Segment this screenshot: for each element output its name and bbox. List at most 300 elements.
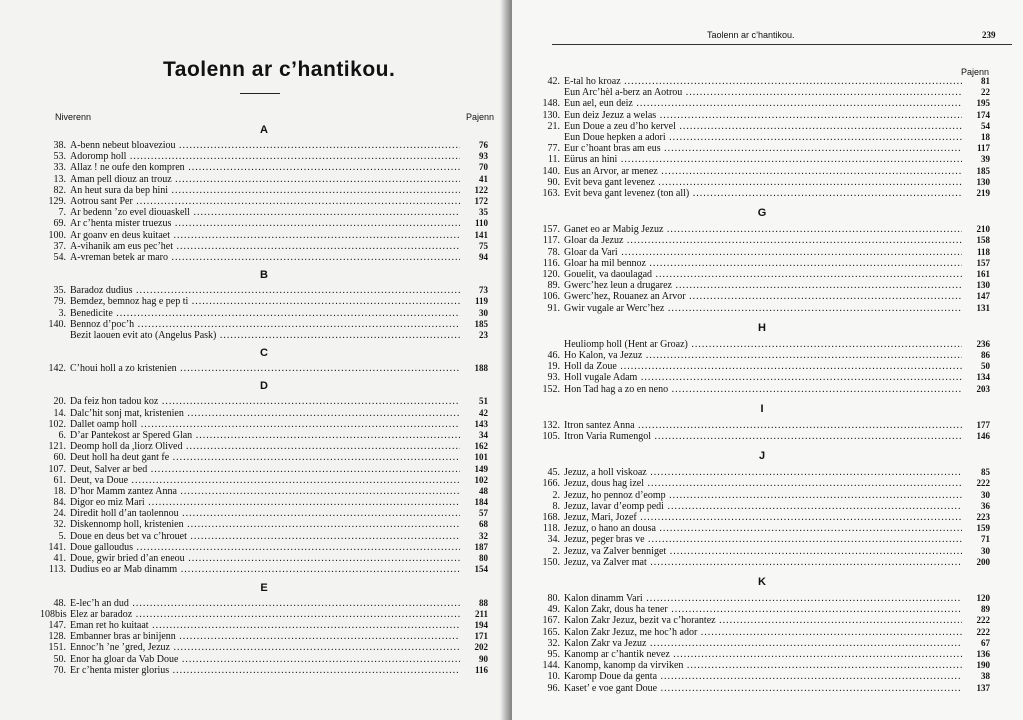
entry-number: 37. — [53, 240, 66, 252]
entry-title: Jezuz, Mari, Jozef ..... — [564, 512, 962, 523]
entry-number: 142. — [48, 363, 66, 375]
index-entry — [534, 339, 990, 350]
entry-page: 57 — [479, 508, 488, 519]
entry-number: 100. — [48, 229, 66, 241]
entry-title: Baradoz dudius ..... — [70, 285, 460, 296]
entry-page: 76 — [479, 140, 488, 150]
entry-list — [40, 363, 488, 374]
index-entry — [534, 121, 990, 132]
entry-number: 77. — [547, 143, 560, 155]
entry-title: Hon Tad hag a zo en neno ..... — [564, 384, 962, 395]
entry-title: Ar goanv en deus kuitaet ..... — [70, 230, 460, 241]
entry-title: Jezuz, ho pennoz d’eomp ..... — [564, 490, 962, 501]
index-entry — [534, 269, 990, 280]
entry-list — [534, 76, 990, 199]
entry-title: D’hor Mamm zantez Anna ..... — [70, 486, 460, 497]
entry-number: 10. — [547, 671, 560, 683]
entry-page: 162 — [474, 441, 488, 452]
index-entry — [534, 166, 990, 177]
index-entry — [534, 291, 990, 302]
entry-title: Adoromp holl ..... — [70, 151, 460, 162]
entry-title: Kalon Zakr Jezuz, me hoc’h ador ..... — [564, 627, 962, 638]
page-number: 239 — [982, 30, 996, 40]
entry-number: 45. — [547, 467, 560, 479]
entry-page: 200 — [976, 556, 990, 567]
entry-page: 42 — [479, 407, 488, 418]
entry-number: 106. — [542, 291, 560, 303]
entry-number: 151. — [48, 642, 66, 654]
entry-page: 203 — [976, 383, 990, 394]
entry-page: 51 — [479, 396, 488, 407]
entry-page: 141 — [474, 229, 488, 240]
entry-number: 82. — [53, 184, 66, 196]
index-entry — [40, 598, 488, 609]
entry-page: 188 — [474, 363, 488, 374]
entry-number: 11. — [547, 154, 560, 166]
index-entry — [534, 683, 990, 694]
entry-number: 19. — [547, 361, 560, 373]
index-entry — [40, 620, 488, 631]
entry-title: Evit beva gant levenez (ton all) ..... — [564, 188, 962, 199]
entry-page: 23 — [479, 329, 488, 340]
entry-title: Deut holl ha deut gant fe ..... — [70, 452, 460, 463]
index-entry — [40, 252, 488, 263]
section-letter: B — [260, 269, 268, 282]
entry-title: Jezuz, va Zalver mat ..... — [564, 557, 962, 568]
entry-page: 94 — [479, 251, 488, 262]
entry-page: 32 — [479, 530, 488, 541]
entry-page: 236 — [976, 338, 990, 349]
index-entry — [534, 660, 990, 671]
entry-page: 75 — [479, 240, 488, 251]
entry-page: 195 — [976, 98, 990, 109]
index-entry — [534, 247, 990, 258]
section-letter: H — [758, 321, 766, 334]
page-title: Taolenn ar c’hantikou. — [163, 58, 396, 81]
entry-number: 168. — [542, 511, 560, 523]
entry-title: Jezuz, o hano an dousa ..... — [564, 523, 962, 534]
index-entry — [534, 557, 990, 568]
entry-title: Doue galloudus ..... — [70, 542, 460, 553]
index-entry — [534, 467, 990, 478]
entry-title: Eus an Arvor, ar menez ..... — [564, 166, 962, 177]
entry-page: 34 — [479, 429, 488, 440]
entry-number: 8. — [552, 500, 560, 512]
index-entry — [40, 308, 488, 319]
entry-page: 118 — [976, 246, 990, 257]
column-head-page: Pajenn — [961, 67, 990, 77]
entry-number: 157. — [542, 224, 560, 236]
entry-number: 6. — [58, 429, 66, 441]
section-letter: K — [758, 576, 766, 588]
entry-title: Kanomp ar c’hantik nevez ..... — [564, 649, 962, 660]
entry-number: 49. — [547, 604, 560, 616]
entry-page: 211 — [474, 608, 488, 619]
entry-page: 30 — [479, 307, 488, 318]
entry-page: 222 — [976, 615, 990, 626]
index-entry — [40, 207, 488, 218]
entry-number: 152. — [542, 383, 560, 395]
entry-title: C’houi holl a zo kristenien ..... — [70, 363, 460, 374]
entry-number: 84. — [53, 497, 66, 509]
entry-number: 35. — [53, 285, 66, 297]
entry-page: 136 — [976, 648, 990, 659]
entry-list — [40, 285, 488, 341]
entry-title: Itron santez Anna ..... — [564, 420, 962, 431]
entry-page: 119 — [474, 296, 488, 307]
entry-number: 3. — [58, 307, 66, 319]
entry-number: 130. — [542, 109, 560, 121]
entry-page: 38 — [981, 671, 990, 682]
entry-page: 18 — [981, 131, 990, 142]
entry-title: Aotrou sant Per ..... — [70, 196, 460, 207]
entry-title: Kaset’ e voe gant Doue ..... — [564, 683, 962, 694]
entry-number: 140. — [48, 318, 66, 330]
entry-page: 70 — [479, 162, 488, 173]
index-entry — [40, 553, 488, 564]
entry-number: 60. — [53, 452, 66, 464]
index-entry — [534, 501, 990, 512]
entry-page: 30 — [981, 489, 990, 500]
entry-title: Ho Kalon, va Jezuz ..... — [564, 350, 962, 361]
entry-page: 68 — [479, 519, 488, 530]
entry-title: Jezuz, lavar d’eomp pedi ..... — [564, 501, 962, 512]
entry-page: 149 — [474, 463, 488, 474]
entry-page: 130 — [976, 280, 990, 291]
index-entry — [40, 363, 488, 374]
entry-title: Digor eo miz Mari ..... — [70, 497, 460, 508]
entry-number: 120. — [542, 268, 560, 280]
index-entry — [40, 508, 488, 519]
entry-page: 81 — [981, 76, 990, 86]
title-rule — [240, 93, 280, 94]
index-entry — [40, 452, 488, 463]
entry-page: 190 — [976, 660, 990, 671]
index-entry — [534, 87, 990, 98]
index-entry — [40, 631, 488, 642]
section-letter: G — [757, 207, 767, 220]
entry-title: Eürus an hini ..... — [564, 154, 962, 165]
entry-page: 222 — [976, 626, 990, 637]
entry-page: 187 — [474, 541, 488, 552]
entry-list — [40, 140, 488, 263]
entry-number: 41. — [53, 553, 66, 565]
entry-page: 210 — [976, 224, 990, 235]
entry-page: 222 — [976, 478, 990, 489]
index-entry — [534, 224, 990, 235]
entry-title: Bemdez, bemnoz hag e pep ti ..... — [70, 296, 460, 307]
entry-page: 147 — [976, 291, 990, 302]
entry-title: Gwerc’hez leun a drugarez ..... — [564, 280, 962, 291]
entry-page: 219 — [976, 187, 990, 198]
index-entry — [40, 296, 488, 307]
entry-number: 140. — [542, 165, 560, 177]
index-entry — [534, 546, 990, 557]
index-entry — [534, 132, 990, 143]
entry-page: 172 — [474, 195, 488, 206]
entry-number: 166. — [542, 478, 560, 490]
entry-number: 141. — [48, 541, 66, 553]
entry-title: Deut, va Doue ..... — [70, 475, 460, 486]
index-entry — [40, 665, 488, 676]
entry-page: 30 — [981, 545, 990, 556]
index-entry — [40, 185, 488, 196]
index-entry — [40, 285, 488, 296]
entry-page: 146 — [976, 430, 990, 441]
entry-number: 50. — [53, 653, 66, 665]
index-entry — [40, 319, 488, 330]
entry-list — [534, 224, 990, 314]
entry-title: Eun Doue hepken a adori ..... — [564, 132, 962, 143]
index-entry — [534, 593, 990, 604]
entry-page: 117 — [976, 143, 990, 154]
index-entry — [534, 361, 990, 372]
entry-title: Gwir vugale ar Werc’hez ..... — [564, 303, 962, 314]
entry-title: Embanner bras ar binijenn ..... — [70, 631, 460, 642]
entry-list — [534, 467, 990, 568]
entry-title: Kanomp, kanomp da virviken ..... — [564, 660, 962, 671]
entry-page: 90 — [479, 653, 488, 664]
entry-number: 121. — [48, 441, 66, 453]
entry-number: 93. — [547, 372, 560, 384]
entry-title: Jezuz, va Zalver benniget ..... — [564, 546, 962, 557]
section-letter: I — [760, 402, 764, 415]
index-entry — [534, 534, 990, 545]
entry-list — [534, 593, 990, 694]
entry-page: 71 — [981, 534, 990, 545]
entry-title: A-vihanik am eus pec’het ..... — [70, 241, 460, 252]
entry-number: 80. — [547, 593, 560, 604]
entry-page: 137 — [976, 682, 990, 693]
entry-number: 89. — [547, 280, 560, 292]
entry-page: 130 — [976, 176, 990, 187]
index-entry — [40, 162, 488, 173]
column-head-page: Pajenn — [466, 112, 495, 122]
left-page — [0, 0, 511, 720]
entry-number: 20. — [53, 396, 66, 408]
entry-title: Aman pell diouz an trouz ..... — [70, 174, 460, 185]
index-entry — [534, 638, 990, 649]
index-entry — [534, 188, 990, 199]
entry-title: Doue, gwir bried d’an eneou ..... — [70, 553, 460, 564]
index-entry — [40, 475, 488, 486]
entry-title: Gouelit, va daoulagad ..... — [564, 269, 962, 280]
running-head: Taolenn ar c’hantikou. — [707, 30, 795, 40]
entry-number: 163. — [542, 187, 560, 199]
entry-number: 78. — [547, 246, 560, 258]
index-entry — [40, 140, 488, 151]
entry-title: D’ar Pantekost ar Spered Glan ..... — [70, 430, 460, 441]
entry-number: 2. — [552, 545, 560, 557]
index-entry — [534, 280, 990, 291]
entry-page: 101 — [474, 452, 488, 463]
entry-page: 88 — [479, 597, 488, 608]
entry-page: 93 — [479, 151, 488, 162]
entry-title: Bennoz d’poc’h ..... — [70, 319, 460, 330]
entry-number: 95. — [547, 648, 560, 660]
entry-number: 54. — [53, 251, 66, 263]
entry-title: Jezuz, dous hag izel ..... — [564, 478, 962, 489]
entry-number: 147. — [48, 619, 66, 631]
entry-title: A-benn nebeut bloaveziou ..... — [70, 140, 460, 151]
index-entry — [534, 303, 990, 314]
entry-page: 116 — [474, 664, 488, 675]
entry-page: 36 — [981, 500, 990, 511]
index-entry — [40, 441, 488, 452]
entry-title: Jezuz, peger bras ve ..... — [564, 534, 962, 545]
index-entry — [534, 258, 990, 269]
entry-title: Eur c’hoant bras am eus ..... — [564, 143, 962, 154]
entry-page: 177 — [976, 419, 990, 430]
entry-number: 69. — [53, 218, 66, 230]
entry-title: Doue en deus bet va c’hrouet ..... — [70, 531, 460, 542]
entry-title: Gwerc’hez, Rouanez an Arvor ..... — [564, 291, 962, 302]
entry-list — [534, 420, 990, 442]
entry-number: 38. — [53, 140, 66, 151]
entry-title: Dalc’hit sonj mat, kristenien ..... — [70, 408, 460, 419]
entry-title: Gloar ha mil bennoz ..... — [564, 258, 962, 269]
index-entry — [40, 486, 488, 497]
entry-list — [40, 598, 488, 676]
index-entry — [40, 151, 488, 162]
section-letter: D — [260, 380, 268, 393]
entry-title: Bezit laouen evit ato (Angelus Pask) ..... — [70, 330, 460, 341]
entry-page: 35 — [479, 207, 488, 218]
index-entry — [40, 642, 488, 653]
index-entry — [40, 564, 488, 575]
index-entry — [40, 430, 488, 441]
entry-title: Evit beva gant levenez ..... — [564, 177, 962, 188]
entry-page: 185 — [976, 165, 990, 176]
index-entry — [40, 408, 488, 419]
index-entry — [534, 420, 990, 431]
entry-number: 167. — [542, 615, 560, 627]
index-entry — [40, 218, 488, 229]
entry-number: 96. — [547, 682, 560, 694]
entry-number: 102. — [48, 418, 66, 430]
index-entry — [40, 519, 488, 530]
entry-title: Deut, Salver ar bed ..... — [70, 464, 460, 475]
entry-page: 143 — [474, 418, 488, 429]
section-letter: E — [260, 581, 268, 594]
entry-page: 102 — [474, 474, 488, 485]
entry-title: Itron Varia Rumengol ..... — [564, 431, 962, 442]
index-entry — [534, 649, 990, 660]
entry-page: 194 — [474, 619, 488, 630]
entry-page: 159 — [976, 523, 990, 534]
entry-title: Gloar da Vari ..... — [564, 247, 962, 258]
entry-number: 148. — [542, 98, 560, 110]
index-entry — [534, 143, 990, 154]
entry-number: 70. — [53, 664, 66, 676]
entry-number: 79. — [53, 296, 66, 308]
entry-title: E-tal ho kroaz ..... — [564, 76, 962, 87]
entry-page: 86 — [981, 349, 990, 360]
entry-number: 132. — [542, 419, 560, 431]
header-rule — [552, 44, 1012, 45]
entry-page: 54 — [981, 120, 990, 131]
index-entry — [40, 230, 488, 241]
entry-number: 116. — [542, 257, 560, 269]
index-entry — [534, 431, 990, 442]
index-entry — [534, 512, 990, 523]
entry-number: 53. — [53, 151, 66, 163]
entry-title: Holl vugale Adam ..... — [564, 372, 962, 383]
entry-number: 113. — [48, 564, 66, 576]
entry-page: 48 — [479, 485, 488, 496]
right-page — [512, 0, 1023, 720]
entry-title: Ar bedenn ’zo evel diouaskell ..... — [70, 207, 460, 218]
index-entry — [40, 609, 488, 620]
entry-page: 161 — [976, 268, 990, 279]
index-entry — [534, 110, 990, 121]
entry-number: 91. — [547, 302, 560, 314]
index-entry — [534, 350, 990, 361]
entry-title: Ar c’henta mister truezus ..... — [70, 218, 460, 229]
entry-page: 89 — [981, 604, 990, 615]
index-entry — [40, 330, 488, 341]
entry-number: 128. — [48, 631, 66, 643]
index-entry — [534, 478, 990, 489]
entry-number: 48. — [53, 597, 66, 609]
entry-page: 67 — [981, 637, 990, 648]
index-entry — [534, 671, 990, 682]
entry-title: Da feiz hon tadou koz ..... — [70, 396, 460, 407]
entry-page: 157 — [976, 257, 990, 268]
entry-page: 184 — [474, 497, 488, 508]
entry-title: Eun deiz Jezuz a welas ..... — [564, 110, 962, 121]
entry-number: 61. — [53, 474, 66, 486]
column-head-number: Niverenn — [55, 112, 92, 122]
index-entry — [40, 531, 488, 542]
entry-page: 22 — [981, 87, 990, 98]
entry-number: 90. — [547, 176, 560, 188]
index-entry — [534, 372, 990, 383]
entry-page: 131 — [976, 302, 990, 313]
entry-page: 122 — [474, 184, 488, 195]
entry-title: Heuliomp holl (Hent ar Groaz) ..... — [564, 339, 962, 350]
entry-title: Diskennomp holl, kristenien ..... — [70, 519, 460, 530]
entry-title: Allaz ! ne oufe den kompren ..... — [70, 162, 460, 173]
entry-title: Holl da Zoue ..... — [564, 361, 962, 372]
index-entry — [40, 464, 488, 475]
entry-title: Kalon dinamm Vari ..... — [564, 593, 962, 604]
entry-list — [534, 339, 990, 395]
entry-page: 41 — [479, 173, 488, 184]
entry-page: 158 — [976, 235, 990, 246]
entry-page: 85 — [981, 467, 990, 478]
index-entry — [534, 615, 990, 626]
entry-title: Eun ael, eun deiz ..... — [564, 98, 962, 109]
entry-title: Eun Arc’hèl a-berz an Aotrou ..... — [564, 87, 962, 98]
section-letter: J — [758, 450, 766, 463]
entry-title: Eman ret ho kuitaat ..... — [70, 620, 460, 631]
entry-title: Kalon Zakr Jezuz, bezit va c’horantez ..... — [564, 615, 962, 626]
index-entry — [40, 654, 488, 665]
entry-list — [40, 396, 488, 575]
index-entry — [534, 604, 990, 615]
entry-number: 32. — [547, 637, 560, 649]
entry-number: 13. — [53, 173, 66, 185]
entry-title: Dallet oamp holl ..... — [70, 419, 460, 430]
entry-page: 171 — [474, 631, 488, 642]
entry-page: 73 — [479, 285, 488, 296]
entry-number: 117. — [542, 235, 560, 247]
entry-page: 154 — [474, 564, 488, 575]
entry-page: 50 — [981, 361, 990, 372]
entry-number: 7. — [58, 207, 66, 219]
entry-number: 144. — [542, 660, 560, 672]
